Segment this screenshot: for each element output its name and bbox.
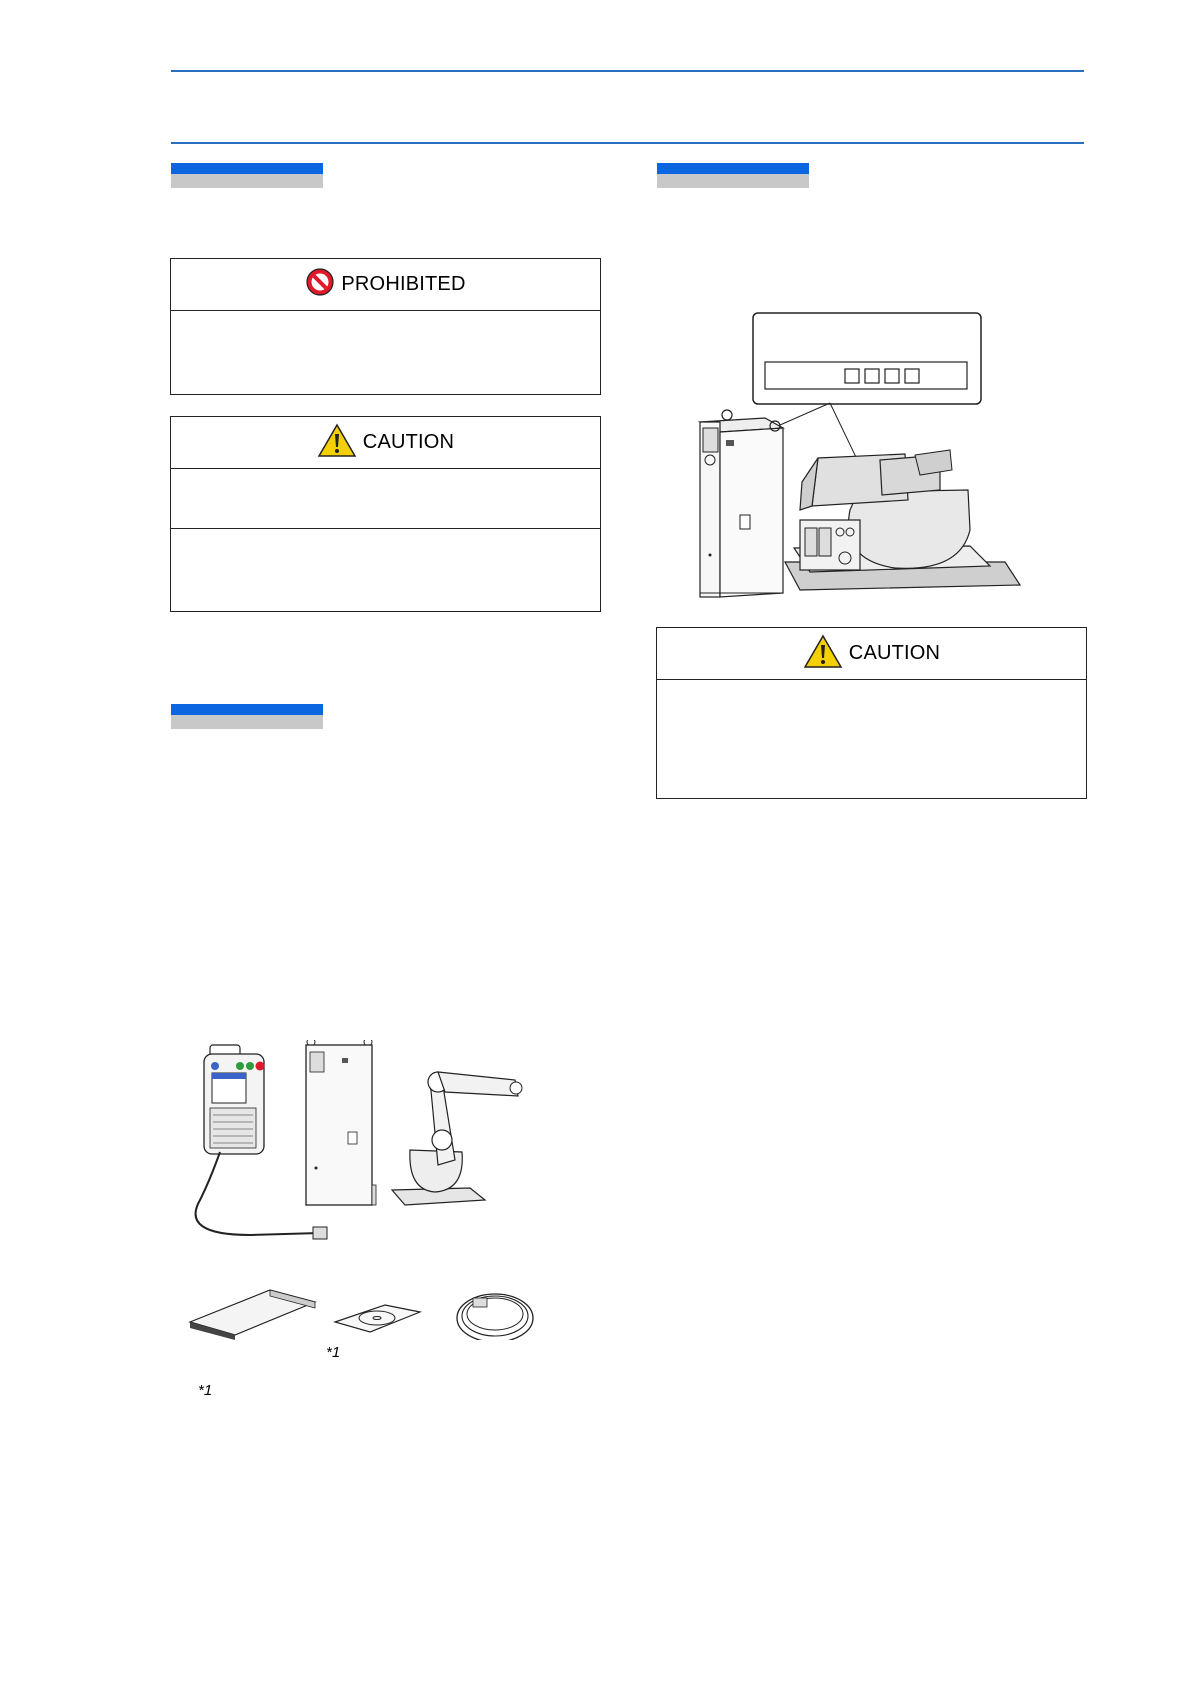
header-rule-top [171,70,1084,72]
nameplate-location-illustration [690,310,1030,600]
teach-pendant-drawing [204,1045,265,1154]
section-heading-bar-1 [171,163,323,188]
caution-box-right [656,627,1087,799]
section-heading-bar-2 [657,163,809,188]
controller-cabinet-drawing [306,1040,376,1205]
nameplate-callout [753,313,981,404]
coiled-cable-drawing [457,1294,533,1340]
section-heading-bar-3 [171,704,323,729]
header-rule-bottom [171,142,1084,144]
prohibited-title: PROHIBITED [341,273,466,295]
prohibited-box [170,258,601,395]
package-contents-illustration [180,1040,580,1340]
caution-triangle-icon [803,634,843,674]
manual-binder-drawing [190,1290,315,1340]
cd-drawing [335,1305,420,1332]
caution-triangle-icon [317,423,357,463]
prohibited-icon [305,267,335,302]
footnote-marker: *1 [198,1382,213,1399]
caution-title-right: CAUTION [848,642,941,664]
robot-arm-drawing [392,1072,522,1205]
caution-box-left [170,416,601,612]
caution-title-left: CAUTION [362,431,455,453]
footnote-marker-inline: *1 [326,1344,341,1361]
